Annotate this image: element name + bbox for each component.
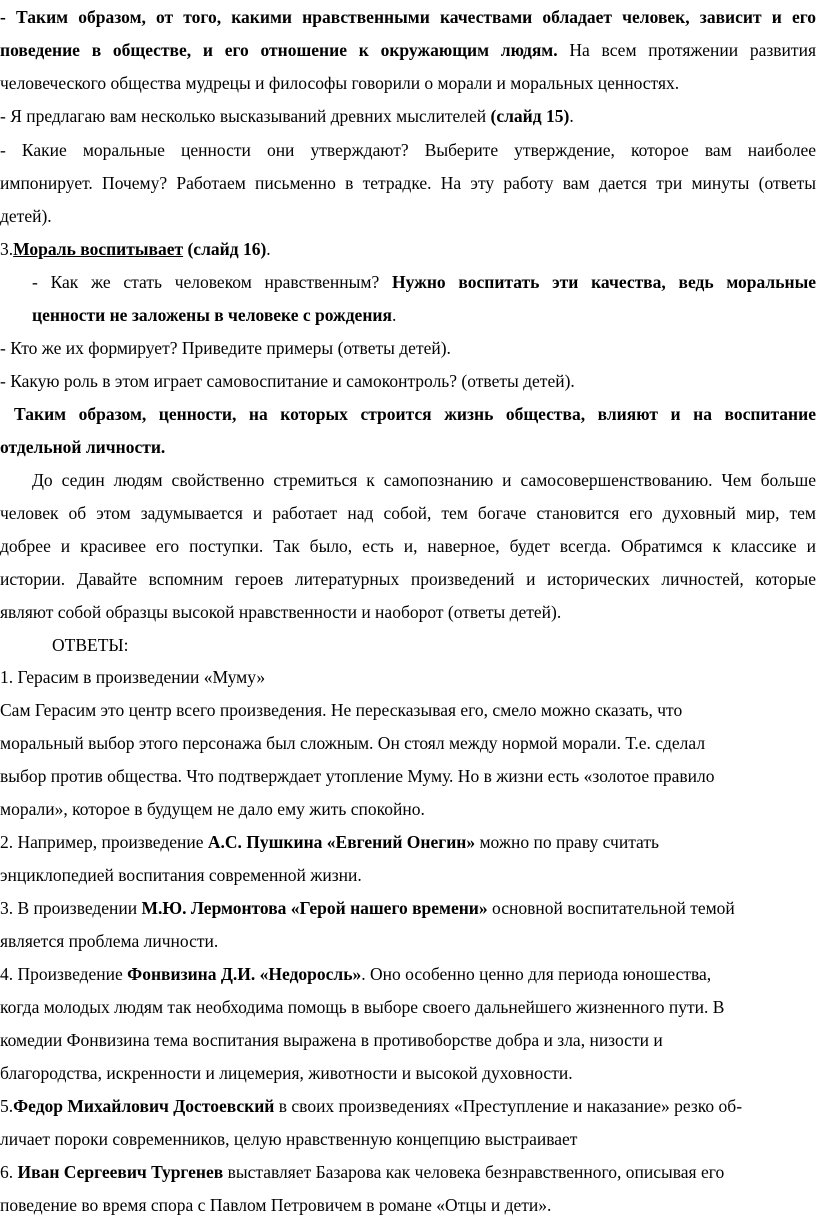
text-run: 6. xyxy=(0,1162,18,1182)
text-line xyxy=(0,665,816,689)
text-run: моральный выбор этого персонажа был сложным. Он стоял между нормой морали. Т.е. сделал xyxy=(0,733,706,753)
text-line xyxy=(0,336,816,360)
text-line xyxy=(32,468,816,492)
text-run: 2. Например, произведение xyxy=(0,832,208,852)
text-run: Нужно воспитать эти качества, ведь моральные xyxy=(392,272,816,292)
text-run: человеческого общества мудрецы и философы говорили о морали и моральных ценностях. xyxy=(0,73,680,93)
text-line xyxy=(0,71,816,95)
text-run: До седин людям свойственно стремиться к самопознанию и самосовершенствованию. Чем больше xyxy=(32,470,816,490)
text-line xyxy=(0,104,816,128)
text-line xyxy=(32,270,816,294)
text-line xyxy=(0,1028,816,1052)
text-line xyxy=(0,1127,816,1151)
text-run: выбор против общества. Что подтверждает утопление Муму. Но в жизни есть «золотое правило xyxy=(0,766,715,786)
section-heading xyxy=(0,237,816,261)
text-run: выставляет Базарова как человека безнравственного, описывая его xyxy=(223,1162,725,1182)
text-run: . xyxy=(391,305,397,325)
text-line xyxy=(0,896,816,920)
text-run: (слайд 16) xyxy=(183,239,267,259)
answers-heading xyxy=(52,633,816,657)
text-run: являют собой образцы высокой нравственности и наоборот (ответы детей). xyxy=(0,602,562,622)
text-line xyxy=(0,698,816,722)
text-line xyxy=(0,171,816,195)
text-run: . xyxy=(569,106,574,126)
text-line xyxy=(0,929,816,953)
text-run: добрее и красивее его поступки. Так было, есть и, наверное, будет всегда. Обратимся к классике и xyxy=(0,536,816,556)
text-run: 1. Герасим в произведении «Муму» xyxy=(0,667,266,687)
text-run: А.С. Пушкина «Евгений Онегин» xyxy=(207,832,476,852)
text-run: (слайд 15) xyxy=(490,106,570,126)
text-run: . xyxy=(266,239,271,259)
text-line xyxy=(0,797,816,821)
text-run: Таким образом, ценности, на которых строится жизнь общества, влияют и на воспитание xyxy=(14,404,816,424)
text-run: в своих произведениях «Преступление и наказание» резко об- xyxy=(274,1096,743,1116)
text-run: - Какие моральные ценности они утверждают? Выберите утверждение, которое вам наиболее xyxy=(0,140,816,160)
text-run: личает пороки современников, целую нравственную концепцию выстраивает xyxy=(0,1129,578,1149)
text-line xyxy=(0,204,816,228)
text-line xyxy=(0,830,816,854)
text-run: энциклопедией воспитания современной жизни. xyxy=(0,865,362,885)
text-run: когда молодых людям так необходима помощь в выборе своего дальнейшего жизненного пути. В xyxy=(0,997,725,1017)
text-run: является проблема личности. xyxy=(0,931,219,951)
text-run: поведение во время спора с Павлом Петровичем в романе «Отцы и дети». xyxy=(0,1195,552,1215)
text-run: - Кто же их формирует? Приведите примеры (ответы детей). xyxy=(0,338,451,358)
text-run: комедии Фонвизина тема воспитания выражена в противоборстве добра и зла, низости и xyxy=(0,1030,663,1050)
text-run: человек об этом задумывается и работает над собой, тем богаче становится его духовный мир, тем xyxy=(0,503,816,523)
text-line xyxy=(0,962,816,986)
text-run: импонирует. Почему? Работаем письменно в тетрадке. На эту работу вам дается три минуты (ответы xyxy=(0,173,816,193)
text-run: Фонвизина Д.И. «Недоросль» xyxy=(127,964,362,984)
text-run: 3. В произведении xyxy=(0,898,142,918)
text-run: основной воспитательной темой xyxy=(487,898,735,918)
text-run: На всем протяжении развития xyxy=(557,40,816,60)
text-line xyxy=(0,731,816,755)
text-run: Сам Герасим это центр всего произведения. Не пересказывая его, смело можно сказать, что xyxy=(0,700,683,720)
text-line xyxy=(0,600,816,624)
text-run: - Таким образом, от того, какими нравственными качествами обладает человек, зависит и его xyxy=(0,7,816,27)
text-line xyxy=(0,1160,816,1184)
text-line xyxy=(0,764,816,788)
text-run: благородства, искренности и лицемерия, животности и высокой духовности. xyxy=(0,1063,573,1083)
text-run: морали», которое в будущем не дало ему жить спокойно. xyxy=(0,799,425,819)
text-line xyxy=(14,402,816,426)
text-run: - Я предлагаю вам несколько высказываний древних мыслителей xyxy=(0,106,491,126)
text-run: - Какую роль в этом играет самовоспитание и самоконтроль? (ответы детей). xyxy=(0,371,575,391)
text-line xyxy=(0,1061,816,1085)
text-run: Федор Михайлович Достоевский xyxy=(13,1096,275,1116)
text-run: Мораль воспитывает xyxy=(13,239,184,259)
text-run: можно по праву считать xyxy=(475,832,660,852)
text-run: детей). xyxy=(0,206,52,226)
text-run: 4. Произведение xyxy=(0,964,128,984)
text-line xyxy=(32,303,816,327)
text-line xyxy=(0,501,816,525)
text-line xyxy=(0,1193,816,1217)
text-run: . Оно особенно ценно для периода юношества, xyxy=(361,964,712,984)
text-line xyxy=(0,995,816,1019)
text-line xyxy=(0,567,816,591)
text-line xyxy=(0,534,816,558)
text-run: ценности не заложены в человеке с рождения xyxy=(32,305,392,325)
text-run: истории. Давайте вспомним героев литературных произведений и исторических личностей, которые xyxy=(0,569,816,589)
text-run: поведение в обществе, и его отношение к окружающим людям. xyxy=(0,40,558,60)
text-line xyxy=(0,435,816,459)
text-line xyxy=(0,1094,816,1118)
text-run: 3. xyxy=(0,239,14,259)
text-run: Иван Сергеевич Тургенев xyxy=(17,1162,224,1182)
text-line xyxy=(0,863,816,887)
text-run: ОТВЕТЫ: xyxy=(52,635,129,655)
text-run: отдельной личности. xyxy=(0,437,166,457)
text-line xyxy=(0,5,816,29)
text-run: 5. xyxy=(0,1096,14,1116)
text-line xyxy=(0,38,816,62)
text-run: - Как же стать человеком нравственным? xyxy=(32,272,392,292)
text-line xyxy=(0,369,816,393)
text-run: М.Ю. Лермонтова «Герой нашего времени» xyxy=(141,898,488,918)
text-line xyxy=(0,138,816,162)
